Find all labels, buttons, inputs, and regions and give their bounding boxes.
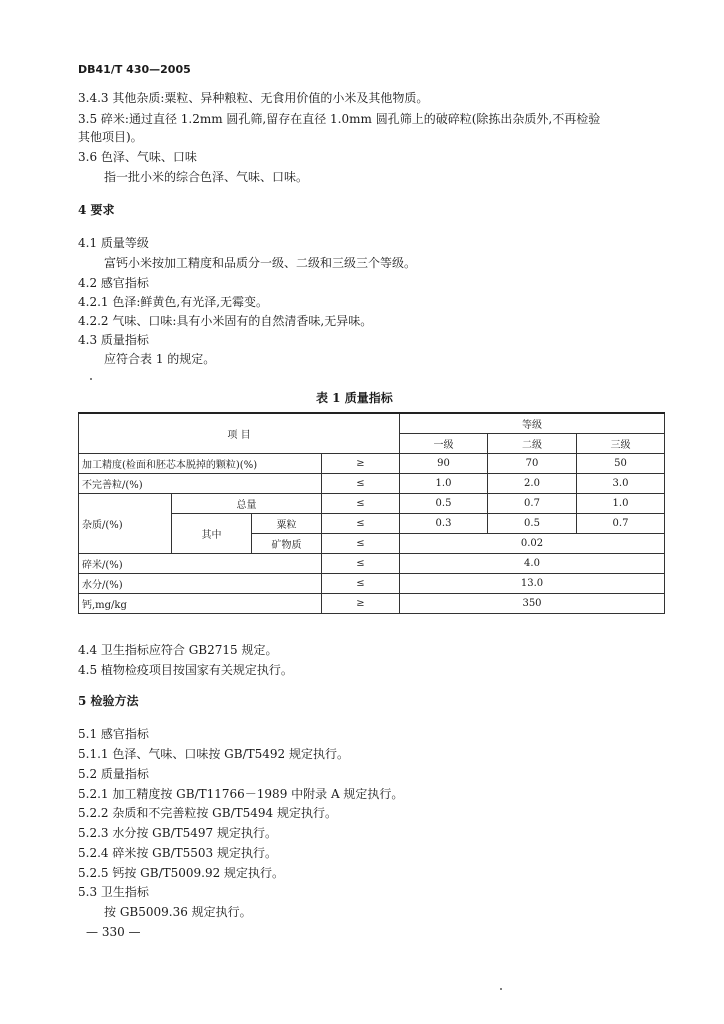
cell-value: 0.02 xyxy=(400,534,665,554)
page-number: — 330 — xyxy=(86,925,141,939)
row-op: ≤ xyxy=(322,554,400,574)
row-label-mineral: 矿物质 xyxy=(252,534,322,554)
cell-value: 0.5 xyxy=(488,514,577,534)
clause-3-6: 3.6 色泽、气味、口味 xyxy=(78,150,197,164)
clause-3-5-line2: 其他项目)。 xyxy=(78,130,143,144)
row-label-precision: 加工精度(检面和胚芯本脱掉的颗粒)(%) xyxy=(79,454,322,474)
clause-5-1-1: 5.1.1 色泽、气味、口味按 GB/T5492 规定执行。 xyxy=(78,747,349,761)
row-op: ≤ xyxy=(322,574,400,594)
section-5-heading: 5 检验方法 xyxy=(78,694,139,708)
clause-3-5-line1: 3.5 碎米:通过直径 1.2mm 圆孔筛,留存在直径 1.0mm 圆孔筛上的破碎粒(除拣出杂质外,不再检验 xyxy=(78,112,601,126)
cell-value: 1.0 xyxy=(400,474,488,494)
cell-value: 1.0 xyxy=(577,494,665,514)
clause-4-4: 4.4 卫生指标应符合 GB2715 规定。 xyxy=(78,643,278,657)
scan-speck xyxy=(90,378,92,380)
header-item: 项 目 xyxy=(79,413,400,454)
clause-5-2: 5.2 质量指标 xyxy=(78,767,149,781)
header-grade-2: 二级 xyxy=(488,434,577,454)
clause-4-2-1: 4.2.1 色泽:鲜黄色,有光泽,无霉变。 xyxy=(78,295,269,309)
clause-4-2-2: 4.2.2 气味、口味:具有小米固有的自然清香味,无异味。 xyxy=(78,314,373,328)
row-label-impurity: 杂质/(%) xyxy=(79,494,172,554)
clause-5-2-5: 5.2.5 钙按 GB/T5009.92 规定执行。 xyxy=(78,866,285,880)
clause-5-2-4: 5.2.4 碎米按 GB/T5503 规定执行。 xyxy=(78,846,277,860)
cell-value: 3.0 xyxy=(577,474,665,494)
row-label-among: 其中 xyxy=(172,514,252,554)
table-row xyxy=(79,594,665,614)
header-grade-1: 一级 xyxy=(400,434,488,454)
cell-value: 50 xyxy=(577,454,665,474)
section-4-heading: 4 要求 xyxy=(78,203,115,217)
clause-5-3: 5.3 卫生指标 xyxy=(78,885,149,899)
cell-value: 0.7 xyxy=(577,514,665,534)
clause-5-3-desc: 按 GB5009.36 规定执行。 xyxy=(104,905,252,919)
row-op: ≥ xyxy=(322,594,400,614)
cell-value: 2.0 xyxy=(488,474,577,494)
table-row xyxy=(79,474,665,494)
clause-4-2: 4.2 感官指标 xyxy=(78,276,149,290)
row-op: ≤ xyxy=(322,474,400,494)
clause-5-2-1: 5.2.1 加工精度按 GB/T11766－1989 中附录 A 规定执行。 xyxy=(78,787,404,801)
clause-4-1: 4.1 质量等级 xyxy=(78,236,149,250)
row-label-broken: 碎米/(%) xyxy=(79,554,322,574)
clause-4-1-desc: 富钙小米按加工精度和品质分一级、二级和三级三个等级。 xyxy=(104,256,417,270)
cell-value: 0.3 xyxy=(400,514,488,534)
header-grade: 等级 xyxy=(400,413,665,434)
cell-value: 4.0 xyxy=(400,554,665,574)
clause-4-3-desc: 应符合表 1 的规定。 xyxy=(104,352,216,366)
cell-value: 13.0 xyxy=(400,574,665,594)
table-header-row xyxy=(79,413,665,434)
quality-table xyxy=(78,412,665,614)
clause-4-3: 4.3 质量指标 xyxy=(78,333,149,347)
row-label-imperfect: 不完善粒/(%) xyxy=(79,474,322,494)
table-row xyxy=(79,574,665,594)
clause-5-2-2: 5.2.2 杂质和不完善粒按 GB/T5494 规定执行。 xyxy=(78,806,337,820)
clause-5-2-3: 5.2.3 水分按 GB/T5497 规定执行。 xyxy=(78,826,277,840)
clause-4-5: 4.5 植物检疫项目按国家有关规定执行。 xyxy=(78,663,293,677)
table-caption: 表 1 质量指标 xyxy=(316,391,393,405)
clause-5-1: 5.1 感官指标 xyxy=(78,727,149,741)
clause-3-6-desc: 指一批小米的综合色泽、气味、口味。 xyxy=(104,170,309,184)
row-label-moisture: 水分/(%) xyxy=(79,574,322,594)
row-op: ≤ xyxy=(322,514,400,534)
row-op: ≥ xyxy=(322,454,400,474)
header-grade-3: 三级 xyxy=(577,434,665,454)
cell-value: 90 xyxy=(400,454,488,474)
table-row xyxy=(79,454,665,474)
cell-value: 350 xyxy=(400,594,665,614)
cell-value: 70 xyxy=(488,454,577,474)
cell-value: 0.7 xyxy=(488,494,577,514)
table-row xyxy=(79,554,665,574)
clause-3-4-3: 3.4.3 其他杂质:粟粒、异种粮粒、无食用价值的小米及其他物质。 xyxy=(78,91,429,105)
table-row xyxy=(79,494,665,514)
row-op: ≤ xyxy=(322,494,400,514)
document-code: DB41/T 430—2005 xyxy=(78,63,191,76)
cell-value: 0.5 xyxy=(400,494,488,514)
row-op: ≤ xyxy=(322,534,400,554)
scan-speck xyxy=(500,988,502,990)
row-label-millet-grain: 粟粒 xyxy=(252,514,322,534)
row-label-total: 总量 xyxy=(172,494,322,514)
row-label-calcium: 钙,mg/kg xyxy=(79,594,322,614)
